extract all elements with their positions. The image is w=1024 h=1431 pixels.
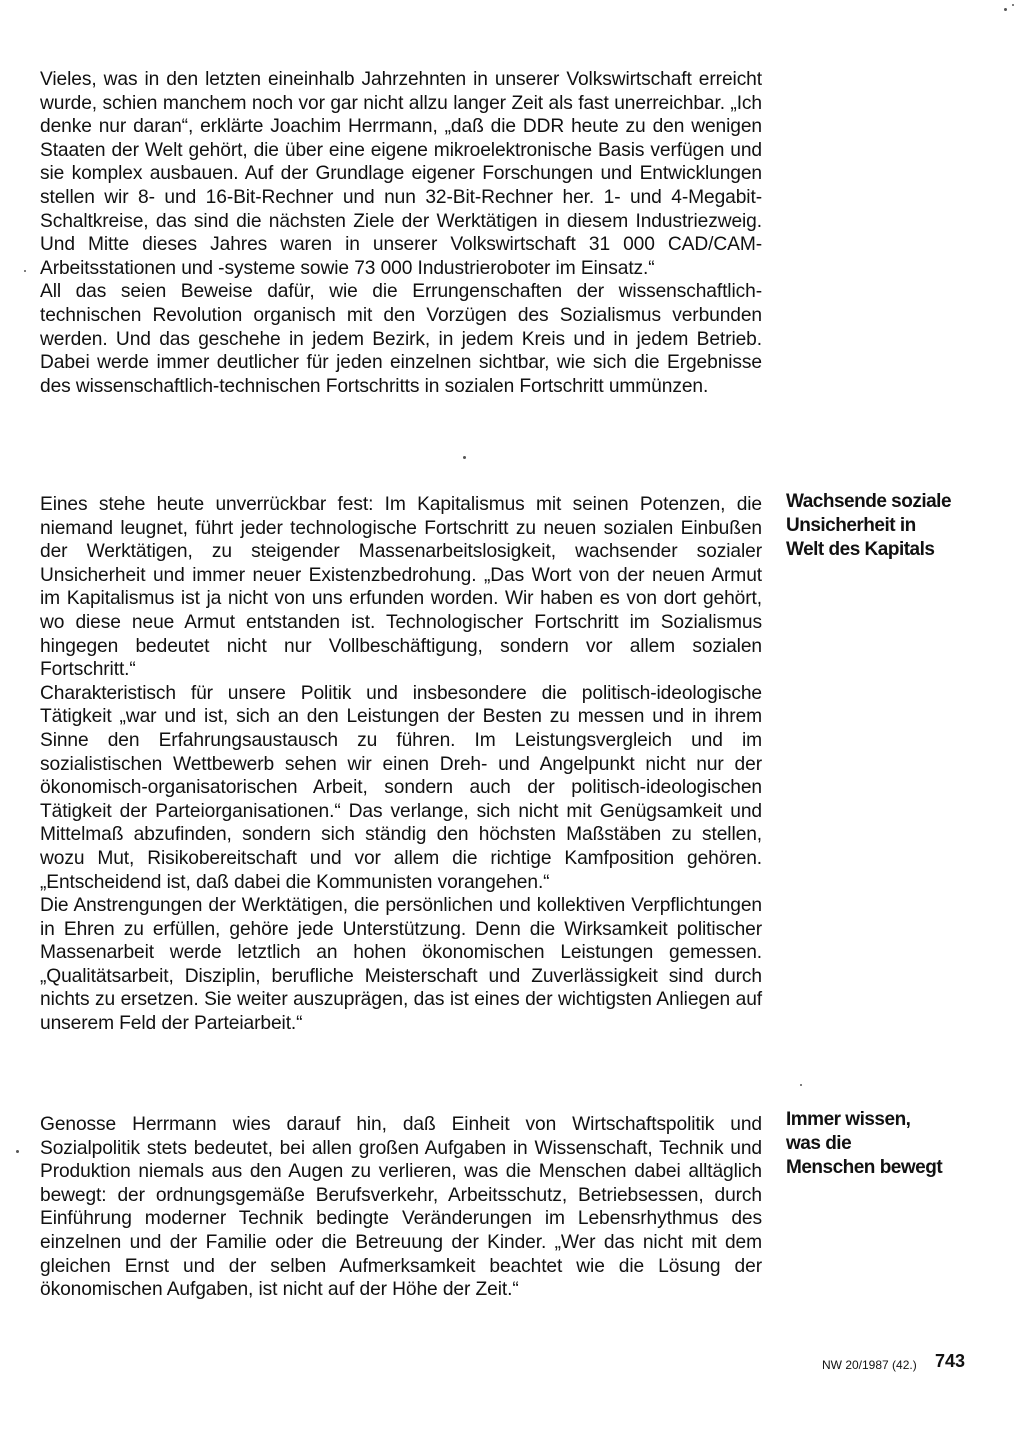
scan-speck	[1004, 8, 1007, 11]
scan-speck	[463, 456, 466, 459]
text-block-1	[40, 68, 762, 398]
marginal-note-1	[786, 490, 986, 562]
marginal-note-line: Immer wissen,	[786, 1109, 911, 1130]
scan-speck	[800, 1084, 802, 1086]
marginal-note-2	[786, 1108, 986, 1180]
paragraph: Eines stehe heute unverrückbar fest: Im Kapitalismus mit seinen Potenzen, die niemand leugnet, führt jeder technologische Fortschritt zu neuen sozialen Einbußen der Werktätigen, zu steigender Massenarbeitslosigkeit, wachsender sozialer Unsicherheit und immer neuer Existenzbedrohung. „Das Wort von der neuen Armut im Kapitalismus ist ja nicht von uns erfunden worden. Wir haben es von dort gehört, wo diese neue Armut entstanden ist. Technologischer Fortschritt im Sozialismus hingegen bedeutet nicht nur Vollbeschäftigung, sondern vor allem sozialen Fortschritt.“	[40, 494, 762, 681]
paragraph: Genosse Herrmann wies darauf hin, daß Einheit von Wirtschaftspolitik und Sozialpolitik stets bedeutet, bei allen großen Aufgaben in Wissenschaft, Technik und Produktion niemals aus den Augen zu verlieren, was die Menschen dabei alltäglich bewegt: der ordnungsgemäße Berufsverkehr, Arbeitsschutz, Betriebsessen, durch Einführung moderner Technik bedingte Veränderungen im Lebensrhythmus des einzelnen und der Familie oder die Betreuung der Kinder. „Wer das nicht mit dem gleichen Ernst und der selben Aufmerksamkeit beachtet wie die Lösung der ökonomischen Aufgaben, ist nicht auf der Höhe der Zeit.“	[40, 1114, 762, 1301]
scan-speck	[24, 270, 26, 272]
paragraph: Die Anstrengungen der Werktätigen, die persönlichen und kollektiven Verpflichtungen in Ehren zu erfüllen, gehöre jede Unterstützung. Denn die Wirksamkeit politischer Massenarbeit werde letztlich an hohen ökonomischen Leistungen gemessen. „Qualitätsarbeit, Disziplin, berufliche Meisterschaft und Zuverlässigkeit sind durch nichts zu ersetzen. Sie weiter auszuprägen, das ist eines der wichtigsten Anliegen auf unserem Feld der Parteiarbeit.“	[40, 895, 762, 1035]
publication-reference: NW 20/1987 (42.)	[822, 1358, 917, 1372]
marginal-note-line: Menschen bewegt	[786, 1157, 943, 1178]
paragraph: Charakteristisch für unsere Politik und insbesondere die politisch-ideologische Tätigkeit „war und ist, sich an den Leistungen der Besten zu messen und in ihrem Sinne den Erfahrungsaustausch zu führen. Im Leistungsvergleich und im sozialistischen Wettbewerb sehen wir einen Dreh- und Angelpunkt nicht nur der ökonomisch-organisatorischen Arbeit, sondern auch der politisch-ideologischen Tätigkeit der Parteiorganisationen.“ Das verlange, sich nicht mit Genügsamkeit und Mittelmaß abzufinden, sondern sich ständig den höchsten Maßstäben zu stellen, wozu Mut, Risikobereitschaft und vor allem die richtige Kamfposition gehören. „Entscheidend ist, daß dabei die Kommunisten vorangehen.“	[40, 682, 762, 893]
marginal-note-line: Welt des Kapitals	[786, 539, 935, 560]
scan-speck	[1012, 4, 1014, 6]
text-block-2	[40, 493, 762, 1036]
paragraph: All das seien Beweise dafür, wie die Errungenschaften der wissenschaftlich-technischen Revolution organisch mit den Vorzügen des Sozialismus verbunden werden. Und das geschehe in jedem Bezirk, in jedem Kreis und in jedem Betrieb. Dabei werde immer deutlicher für jeden einzelnen sichtbar, wie sich die Ergebnisse des wissenschaftlich-technischen Fortschritts in sozialen Fortschritt ummünzen.	[40, 281, 762, 397]
paragraph: Vieles, was in den letzten eineinhalb Jahrzehnten in unserer Volkswirtschaft erreicht wurde, schien manchem noch vor gar nicht allzu langer Zeit als fast unerreichbar. „Ich denke nur daran“, erklärte Joachim Herrmann, „daß die DDR heute zu den wenigen Staaten der Welt gehört, die über eine eigene mikroelektronische Basis verfügen und sie komplex ausbauen. Auf der Grundlage eigener Forschungen und Entwicklungen stellen wir 8- und 16-Bit-Rechner und nun 32-Bit-Rechner her. 1- und 4-Megabit-Schaltkreise, das sind die nächsten Ziele der Werktätigen in diesem Industriezweig. Und Mitte dieses Jahres waren in unserer Volkswirtschaft 31 000 CAD/CAM-Arbeitsstationen und -systeme sowie 73 000 Industrieroboter im Einsatz.“	[40, 69, 762, 279]
page-number: 743	[935, 1351, 966, 1371]
marginal-note-line: Wachsende soziale	[786, 491, 952, 512]
scan-speck	[16, 1150, 19, 1153]
text-block-3	[40, 1113, 762, 1302]
marginal-note-line: Unsicherheit in	[786, 515, 916, 536]
marginal-note-line: was die	[786, 1133, 852, 1154]
